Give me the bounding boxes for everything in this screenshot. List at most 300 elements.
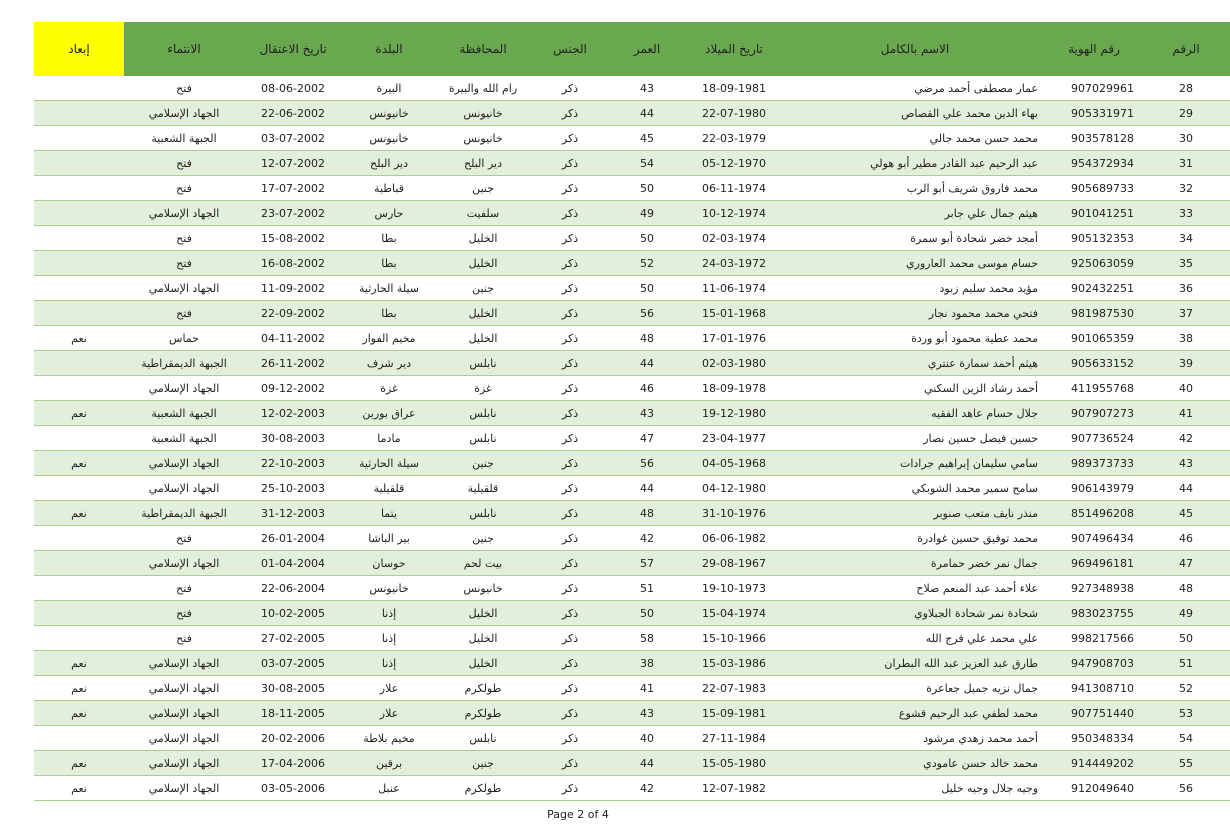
cell-affiliation: فتح — [124, 76, 244, 101]
cell-birth-date: 15-04-1974 — [684, 601, 784, 626]
header-id: رقم الهوية — [1046, 22, 1142, 76]
cell-gender: ذكر — [530, 751, 610, 776]
cell-governorate: الخليل — [436, 626, 530, 651]
cell-number: 44 — [1142, 476, 1230, 501]
cell-id: 947908703 — [1046, 651, 1142, 676]
prisoner-table — [34, 22, 1230, 801]
cell-name: طارق عبد العزيز عبد الله البطران — [784, 651, 1046, 676]
cell-affiliation: الجهاد الإسلامي — [124, 201, 244, 226]
cell-arrest-date: 22-06-2002 — [244, 101, 342, 126]
cell-gender: ذكر — [530, 726, 610, 751]
cell-id: 954372934 — [1046, 151, 1142, 176]
cell-deported — [34, 126, 124, 151]
cell-birth-date: 02-03-1980 — [684, 351, 784, 376]
cell-deported — [34, 251, 124, 276]
cell-birth-date: 06-11-1974 — [684, 176, 784, 201]
cell-town: قلقيلية — [342, 476, 436, 501]
cell-arrest-date: 22-06-2004 — [244, 576, 342, 601]
cell-town: البيرة — [342, 76, 436, 101]
cell-name: محمد خالد حسن عامودي — [784, 751, 1046, 776]
cell-birth-date: 19-10-1973 — [684, 576, 784, 601]
cell-governorate: نابلس — [436, 351, 530, 376]
cell-gender: ذكر — [530, 501, 610, 526]
cell-deported — [34, 551, 124, 576]
cell-name: شحادة نمر شحادة الجبلاوي — [784, 601, 1046, 626]
cell-arrest-date: 17-04-2006 — [244, 751, 342, 776]
cell-birth-date: 02-03-1974 — [684, 226, 784, 251]
cell-deported — [34, 601, 124, 626]
cell-id: 901041251 — [1046, 201, 1142, 226]
cell-gender: ذكر — [530, 476, 610, 501]
cell-deported — [34, 301, 124, 326]
cell-age: 40 — [610, 726, 684, 751]
cell-governorate: جنين — [436, 276, 530, 301]
cell-name: حسين فيصل حسين نصار — [784, 426, 1046, 451]
cell-name: منذر نايف متعب صنوبر — [784, 501, 1046, 526]
cell-governorate: جنين — [436, 751, 530, 776]
header-governorate: المحافظة — [436, 22, 530, 76]
cell-name: محمد فاروق شريف أبو الرب — [784, 176, 1046, 201]
prisoner-table-sheet — [34, 22, 1200, 801]
cell-age: 42 — [610, 776, 684, 801]
table-row — [34, 651, 1230, 676]
cell-birth-date: 22-03-1979 — [684, 126, 784, 151]
cell-arrest-date: 11-09-2002 — [244, 276, 342, 301]
cell-deported: نعم — [34, 401, 124, 426]
cell-deported — [34, 626, 124, 651]
cell-town: إذنا — [342, 651, 436, 676]
cell-birth-date: 19-12-1980 — [684, 401, 784, 426]
page-footer: Page 2 of 4 — [547, 808, 609, 821]
cell-deported: نعم — [34, 326, 124, 351]
table-row — [34, 526, 1230, 551]
cell-town: خانيونس — [342, 576, 436, 601]
cell-deported: نعم — [34, 501, 124, 526]
cell-age: 43 — [610, 76, 684, 101]
cell-deported — [34, 426, 124, 451]
cell-arrest-date: 10-02-2005 — [244, 601, 342, 626]
cell-town: إذنا — [342, 601, 436, 626]
cell-affiliation: الجهاد الإسلامي — [124, 776, 244, 801]
cell-arrest-date: 23-07-2002 — [244, 201, 342, 226]
cell-town: علار — [342, 676, 436, 701]
table-row — [34, 176, 1230, 201]
cell-affiliation: الجهاد الإسلامي — [124, 651, 244, 676]
cell-gender: ذكر — [530, 451, 610, 476]
cell-birth-date: 15-10-1966 — [684, 626, 784, 651]
cell-id: 989373733 — [1046, 451, 1142, 476]
cell-id: 901065359 — [1046, 326, 1142, 351]
table-row — [34, 451, 1230, 476]
cell-arrest-date: 15-08-2002 — [244, 226, 342, 251]
cell-number: 33 — [1142, 201, 1230, 226]
cell-number: 39 — [1142, 351, 1230, 376]
cell-gender: ذكر — [530, 651, 610, 676]
cell-affiliation: الجهاد الإسلامي — [124, 476, 244, 501]
header-affiliation: الانتماء — [124, 22, 244, 76]
cell-id: 907496434 — [1046, 526, 1142, 551]
cell-governorate: نابلس — [436, 401, 530, 426]
cell-town: خانيونس — [342, 101, 436, 126]
cell-age: 49 — [610, 201, 684, 226]
cell-birth-date: 31-10-1976 — [684, 501, 784, 526]
cell-number: 28 — [1142, 76, 1230, 101]
table-row — [34, 426, 1230, 451]
table-row — [34, 201, 1230, 226]
cell-governorate: غزة — [436, 376, 530, 401]
cell-town: يتما — [342, 501, 436, 526]
cell-birth-date: 29-08-1967 — [684, 551, 784, 576]
cell-age: 48 — [610, 326, 684, 351]
cell-arrest-date: 18-11-2005 — [244, 701, 342, 726]
cell-birth-date: 04-12-1980 — [684, 476, 784, 501]
table-row — [34, 501, 1230, 526]
cell-gender: ذكر — [530, 151, 610, 176]
table-row — [34, 401, 1230, 426]
cell-gender: ذكر — [530, 551, 610, 576]
table-row — [34, 476, 1230, 501]
cell-arrest-date: 26-11-2002 — [244, 351, 342, 376]
cell-id: 981987530 — [1046, 301, 1142, 326]
cell-affiliation: الجهاد الإسلامي — [124, 676, 244, 701]
cell-arrest-date: 20-02-2006 — [244, 726, 342, 751]
cell-deported: نعم — [34, 676, 124, 701]
cell-gender: ذكر — [530, 276, 610, 301]
cell-number: 29 — [1142, 101, 1230, 126]
cell-number: 38 — [1142, 326, 1230, 351]
cell-number: 45 — [1142, 501, 1230, 526]
cell-number: 55 — [1142, 751, 1230, 776]
table-row — [34, 576, 1230, 601]
cell-deported — [34, 526, 124, 551]
cell-arrest-date: 26-01-2004 — [244, 526, 342, 551]
cell-town: حارس — [342, 201, 436, 226]
cell-id: 969496181 — [1046, 551, 1142, 576]
cell-governorate: طولكرم — [436, 701, 530, 726]
cell-arrest-date: 08-06-2002 — [244, 76, 342, 101]
cell-arrest-date: 12-07-2002 — [244, 151, 342, 176]
cell-number: 49 — [1142, 601, 1230, 626]
cell-arrest-date: 12-02-2003 — [244, 401, 342, 426]
cell-governorate: قلقيلية — [436, 476, 530, 501]
header-number: الرقم — [1142, 22, 1230, 76]
cell-age: 51 — [610, 576, 684, 601]
cell-arrest-date: 04-11-2002 — [244, 326, 342, 351]
cell-id: 906143979 — [1046, 476, 1142, 501]
cell-birth-date: 15-03-1986 — [684, 651, 784, 676]
cell-governorate: الخليل — [436, 226, 530, 251]
cell-name: سامح سمير محمد الشوبكي — [784, 476, 1046, 501]
cell-id: 851496208 — [1046, 501, 1142, 526]
cell-town: خانيونس — [342, 126, 436, 151]
cell-number: 51 — [1142, 651, 1230, 676]
cell-age: 58 — [610, 626, 684, 651]
cell-affiliation: الجهاد الإسلامي — [124, 376, 244, 401]
cell-affiliation: الجهاد الإسلامي — [124, 751, 244, 776]
cell-town: قباطية — [342, 176, 436, 201]
cell-birth-date: 10-12-1974 — [684, 201, 784, 226]
cell-id: 905132353 — [1046, 226, 1142, 251]
cell-age: 46 — [610, 376, 684, 401]
cell-id: 950348334 — [1046, 726, 1142, 751]
table-row — [34, 101, 1230, 126]
cell-age: 50 — [610, 176, 684, 201]
cell-affiliation: الجهاد الإسلامي — [124, 701, 244, 726]
cell-name: مؤيد محمد سليم زبود — [784, 276, 1046, 301]
cell-birth-date: 23-04-1977 — [684, 426, 784, 451]
cell-name: هيثم جمال علي جابر — [784, 201, 1046, 226]
cell-id: 907029961 — [1046, 76, 1142, 101]
cell-deported — [34, 726, 124, 751]
cell-name: أحمد رشاد الزين السكني — [784, 376, 1046, 401]
cell-name: هيثم أحمد سمارة عنتري — [784, 351, 1046, 376]
cell-governorate: الخليل — [436, 601, 530, 626]
cell-id: 927348938 — [1046, 576, 1142, 601]
cell-arrest-date: 09-12-2002 — [244, 376, 342, 401]
cell-number: 46 — [1142, 526, 1230, 551]
cell-governorate: جنين — [436, 451, 530, 476]
cell-id: 998217566 — [1046, 626, 1142, 651]
cell-birth-date: 11-06-1974 — [684, 276, 784, 301]
cell-age: 44 — [610, 751, 684, 776]
cell-id: 903578128 — [1046, 126, 1142, 151]
cell-gender: ذكر — [530, 76, 610, 101]
cell-deported — [34, 201, 124, 226]
cell-deported — [34, 226, 124, 251]
cell-gender: ذكر — [530, 776, 610, 801]
cell-town: مخيم الفوار — [342, 326, 436, 351]
cell-town: حوسان — [342, 551, 436, 576]
cell-governorate: نابلس — [436, 726, 530, 751]
cell-birth-date: 22-07-1980 — [684, 101, 784, 126]
cell-number: 36 — [1142, 276, 1230, 301]
header-deported: إبعاد — [34, 22, 124, 76]
cell-arrest-date: 03-05-2006 — [244, 776, 342, 801]
cell-town: بطا — [342, 301, 436, 326]
cell-name: جمال نزيه جميل جعاعرة — [784, 676, 1046, 701]
cell-town: بير الباشا — [342, 526, 436, 551]
cell-affiliation: الجهاد الإسلامي — [124, 276, 244, 301]
cell-id: 905633152 — [1046, 351, 1142, 376]
cell-birth-date: 18-09-1981 — [684, 76, 784, 101]
cell-gender: ذكر — [530, 701, 610, 726]
cell-gender: ذكر — [530, 676, 610, 701]
cell-age: 54 — [610, 151, 684, 176]
cell-deported: نعم — [34, 701, 124, 726]
cell-town: برقين — [342, 751, 436, 776]
cell-id: 411955768 — [1046, 376, 1142, 401]
cell-id: 902432251 — [1046, 276, 1142, 301]
cell-governorate: الخليل — [436, 301, 530, 326]
table-row — [34, 751, 1230, 776]
cell-age: 50 — [610, 276, 684, 301]
table-row — [34, 276, 1230, 301]
header-age: العمر — [610, 22, 684, 76]
cell-number: 52 — [1142, 676, 1230, 701]
cell-gender: ذكر — [530, 626, 610, 651]
cell-deported — [34, 351, 124, 376]
cell-affiliation: الجبهة الشعبية — [124, 426, 244, 451]
cell-id: 941308710 — [1046, 676, 1142, 701]
cell-name: أمجد خضر شحادة أبو سمرة — [784, 226, 1046, 251]
cell-gender: ذكر — [530, 376, 610, 401]
table-row — [34, 551, 1230, 576]
cell-arrest-date: 30-08-2005 — [244, 676, 342, 701]
cell-governorate: دير البلح — [436, 151, 530, 176]
cell-gender: ذكر — [530, 526, 610, 551]
cell-birth-date: 17-01-1976 — [684, 326, 784, 351]
cell-town: دير شرف — [342, 351, 436, 376]
cell-number: 42 — [1142, 426, 1230, 451]
table-row — [34, 601, 1230, 626]
cell-id: 925063059 — [1046, 251, 1142, 276]
cell-governorate: طولكرم — [436, 676, 530, 701]
cell-id: 905689733 — [1046, 176, 1142, 201]
table-row — [34, 626, 1230, 651]
cell-affiliation: الجبهة الشعبية — [124, 401, 244, 426]
cell-age: 52 — [610, 251, 684, 276]
cell-deported — [34, 476, 124, 501]
cell-age: 56 — [610, 301, 684, 326]
cell-governorate: الخليل — [436, 651, 530, 676]
cell-town: بطا — [342, 251, 436, 276]
cell-governorate: خانيونس — [436, 576, 530, 601]
cell-gender: ذكر — [530, 101, 610, 126]
cell-affiliation: الجهاد الإسلامي — [124, 726, 244, 751]
cell-birth-date: 27-11-1984 — [684, 726, 784, 751]
cell-affiliation: الجبهة الديمقراطية — [124, 351, 244, 376]
cell-number: 41 — [1142, 401, 1230, 426]
cell-gender: ذكر — [530, 226, 610, 251]
cell-arrest-date: 22-09-2002 — [244, 301, 342, 326]
cell-arrest-date: 25-10-2003 — [244, 476, 342, 501]
cell-number: 30 — [1142, 126, 1230, 151]
cell-name: علي محمد علي فرج الله — [784, 626, 1046, 651]
cell-gender: ذكر — [530, 576, 610, 601]
cell-name: محمد حسن محمد جالي — [784, 126, 1046, 151]
cell-affiliation: فتح — [124, 251, 244, 276]
cell-number: 47 — [1142, 551, 1230, 576]
cell-governorate: خانيونس — [436, 126, 530, 151]
cell-governorate: سلفيت — [436, 201, 530, 226]
cell-gender: ذكر — [530, 201, 610, 226]
cell-arrest-date: 17-07-2002 — [244, 176, 342, 201]
cell-governorate: جنين — [436, 526, 530, 551]
cell-number: 35 — [1142, 251, 1230, 276]
table-row — [34, 126, 1230, 151]
header-town: البلدة — [342, 22, 436, 76]
cell-deported — [34, 151, 124, 176]
cell-birth-date: 24-03-1972 — [684, 251, 784, 276]
header-gender: الجنس — [530, 22, 610, 76]
cell-number: 31 — [1142, 151, 1230, 176]
cell-number: 53 — [1142, 701, 1230, 726]
cell-name: حسام موسى محمد العاروري — [784, 251, 1046, 276]
cell-age: 44 — [610, 101, 684, 126]
cell-age: 44 — [610, 476, 684, 501]
cell-governorate: رام الله والبيرة — [436, 76, 530, 101]
cell-id: 907751440 — [1046, 701, 1142, 726]
cell-birth-date: 15-05-1980 — [684, 751, 784, 776]
cell-arrest-date: 03-07-2005 — [244, 651, 342, 676]
cell-governorate: نابلس — [436, 426, 530, 451]
table-row — [34, 326, 1230, 351]
cell-age: 56 — [610, 451, 684, 476]
cell-number: 40 — [1142, 376, 1230, 401]
cell-name: فتحي محمد محمود نجار — [784, 301, 1046, 326]
cell-age: 50 — [610, 601, 684, 626]
cell-name: علاء أحمد عبد المنعم صلاح — [784, 576, 1046, 601]
cell-age: 43 — [610, 701, 684, 726]
cell-deported — [34, 376, 124, 401]
cell-number: 54 — [1142, 726, 1230, 751]
cell-birth-date: 04-05-1968 — [684, 451, 784, 476]
table-row — [34, 351, 1230, 376]
cell-number: 48 — [1142, 576, 1230, 601]
cell-birth-date: 15-09-1981 — [684, 701, 784, 726]
cell-name: أحمد محمد زهدي مرشود — [784, 726, 1046, 751]
cell-affiliation: فتح — [124, 626, 244, 651]
cell-name: عبد الرحيم عبد القادر مطير أبو هولي — [784, 151, 1046, 176]
cell-gender: ذكر — [530, 401, 610, 426]
cell-town: بطا — [342, 226, 436, 251]
cell-arrest-date: 01-04-2004 — [244, 551, 342, 576]
cell-town: دير البلح — [342, 151, 436, 176]
cell-birth-date: 15-01-1968 — [684, 301, 784, 326]
cell-governorate: جنين — [436, 176, 530, 201]
cell-affiliation: فتح — [124, 301, 244, 326]
cell-name: جلال حسام عاهد الفقيه — [784, 401, 1046, 426]
cell-affiliation: حماس — [124, 326, 244, 351]
cell-governorate: نابلس — [436, 501, 530, 526]
cell-gender: ذكر — [530, 601, 610, 626]
table-row — [34, 376, 1230, 401]
cell-deported — [34, 576, 124, 601]
cell-name: محمد لطفي عبد الرحيم قشوع — [784, 701, 1046, 726]
cell-age: 50 — [610, 226, 684, 251]
cell-name: وجيه جلال وجيه خليل — [784, 776, 1046, 801]
table-row — [34, 301, 1230, 326]
cell-affiliation: الجهاد الإسلامي — [124, 551, 244, 576]
cell-gender: ذكر — [530, 251, 610, 276]
cell-number: 56 — [1142, 776, 1230, 801]
table-row — [34, 76, 1230, 101]
cell-town: علار — [342, 701, 436, 726]
cell-name: محمد عطية محمود أبو وردة — [784, 326, 1046, 351]
cell-number: 32 — [1142, 176, 1230, 201]
cell-name: سامي سليمان إبراهيم جرادات — [784, 451, 1046, 476]
cell-governorate: بيت لحم — [436, 551, 530, 576]
cell-affiliation: فتح — [124, 151, 244, 176]
cell-affiliation: الجبهة الديمقراطية — [124, 501, 244, 526]
cell-number: 50 — [1142, 626, 1230, 651]
cell-deported: نعم — [34, 776, 124, 801]
table-row — [34, 251, 1230, 276]
cell-governorate: الخليل — [436, 251, 530, 276]
cell-name: عمار مصطفى أحمد مرضي — [784, 76, 1046, 101]
cell-birth-date: 12-07-1982 — [684, 776, 784, 801]
cell-town: عراق بورين — [342, 401, 436, 426]
cell-gender: ذكر — [530, 301, 610, 326]
cell-affiliation: فتح — [124, 176, 244, 201]
cell-gender: ذكر — [530, 426, 610, 451]
cell-gender: ذكر — [530, 326, 610, 351]
cell-birth-date: 18-09-1978 — [684, 376, 784, 401]
cell-number: 37 — [1142, 301, 1230, 326]
cell-governorate: طولكرم — [436, 776, 530, 801]
cell-age: 38 — [610, 651, 684, 676]
cell-gender: ذكر — [530, 126, 610, 151]
